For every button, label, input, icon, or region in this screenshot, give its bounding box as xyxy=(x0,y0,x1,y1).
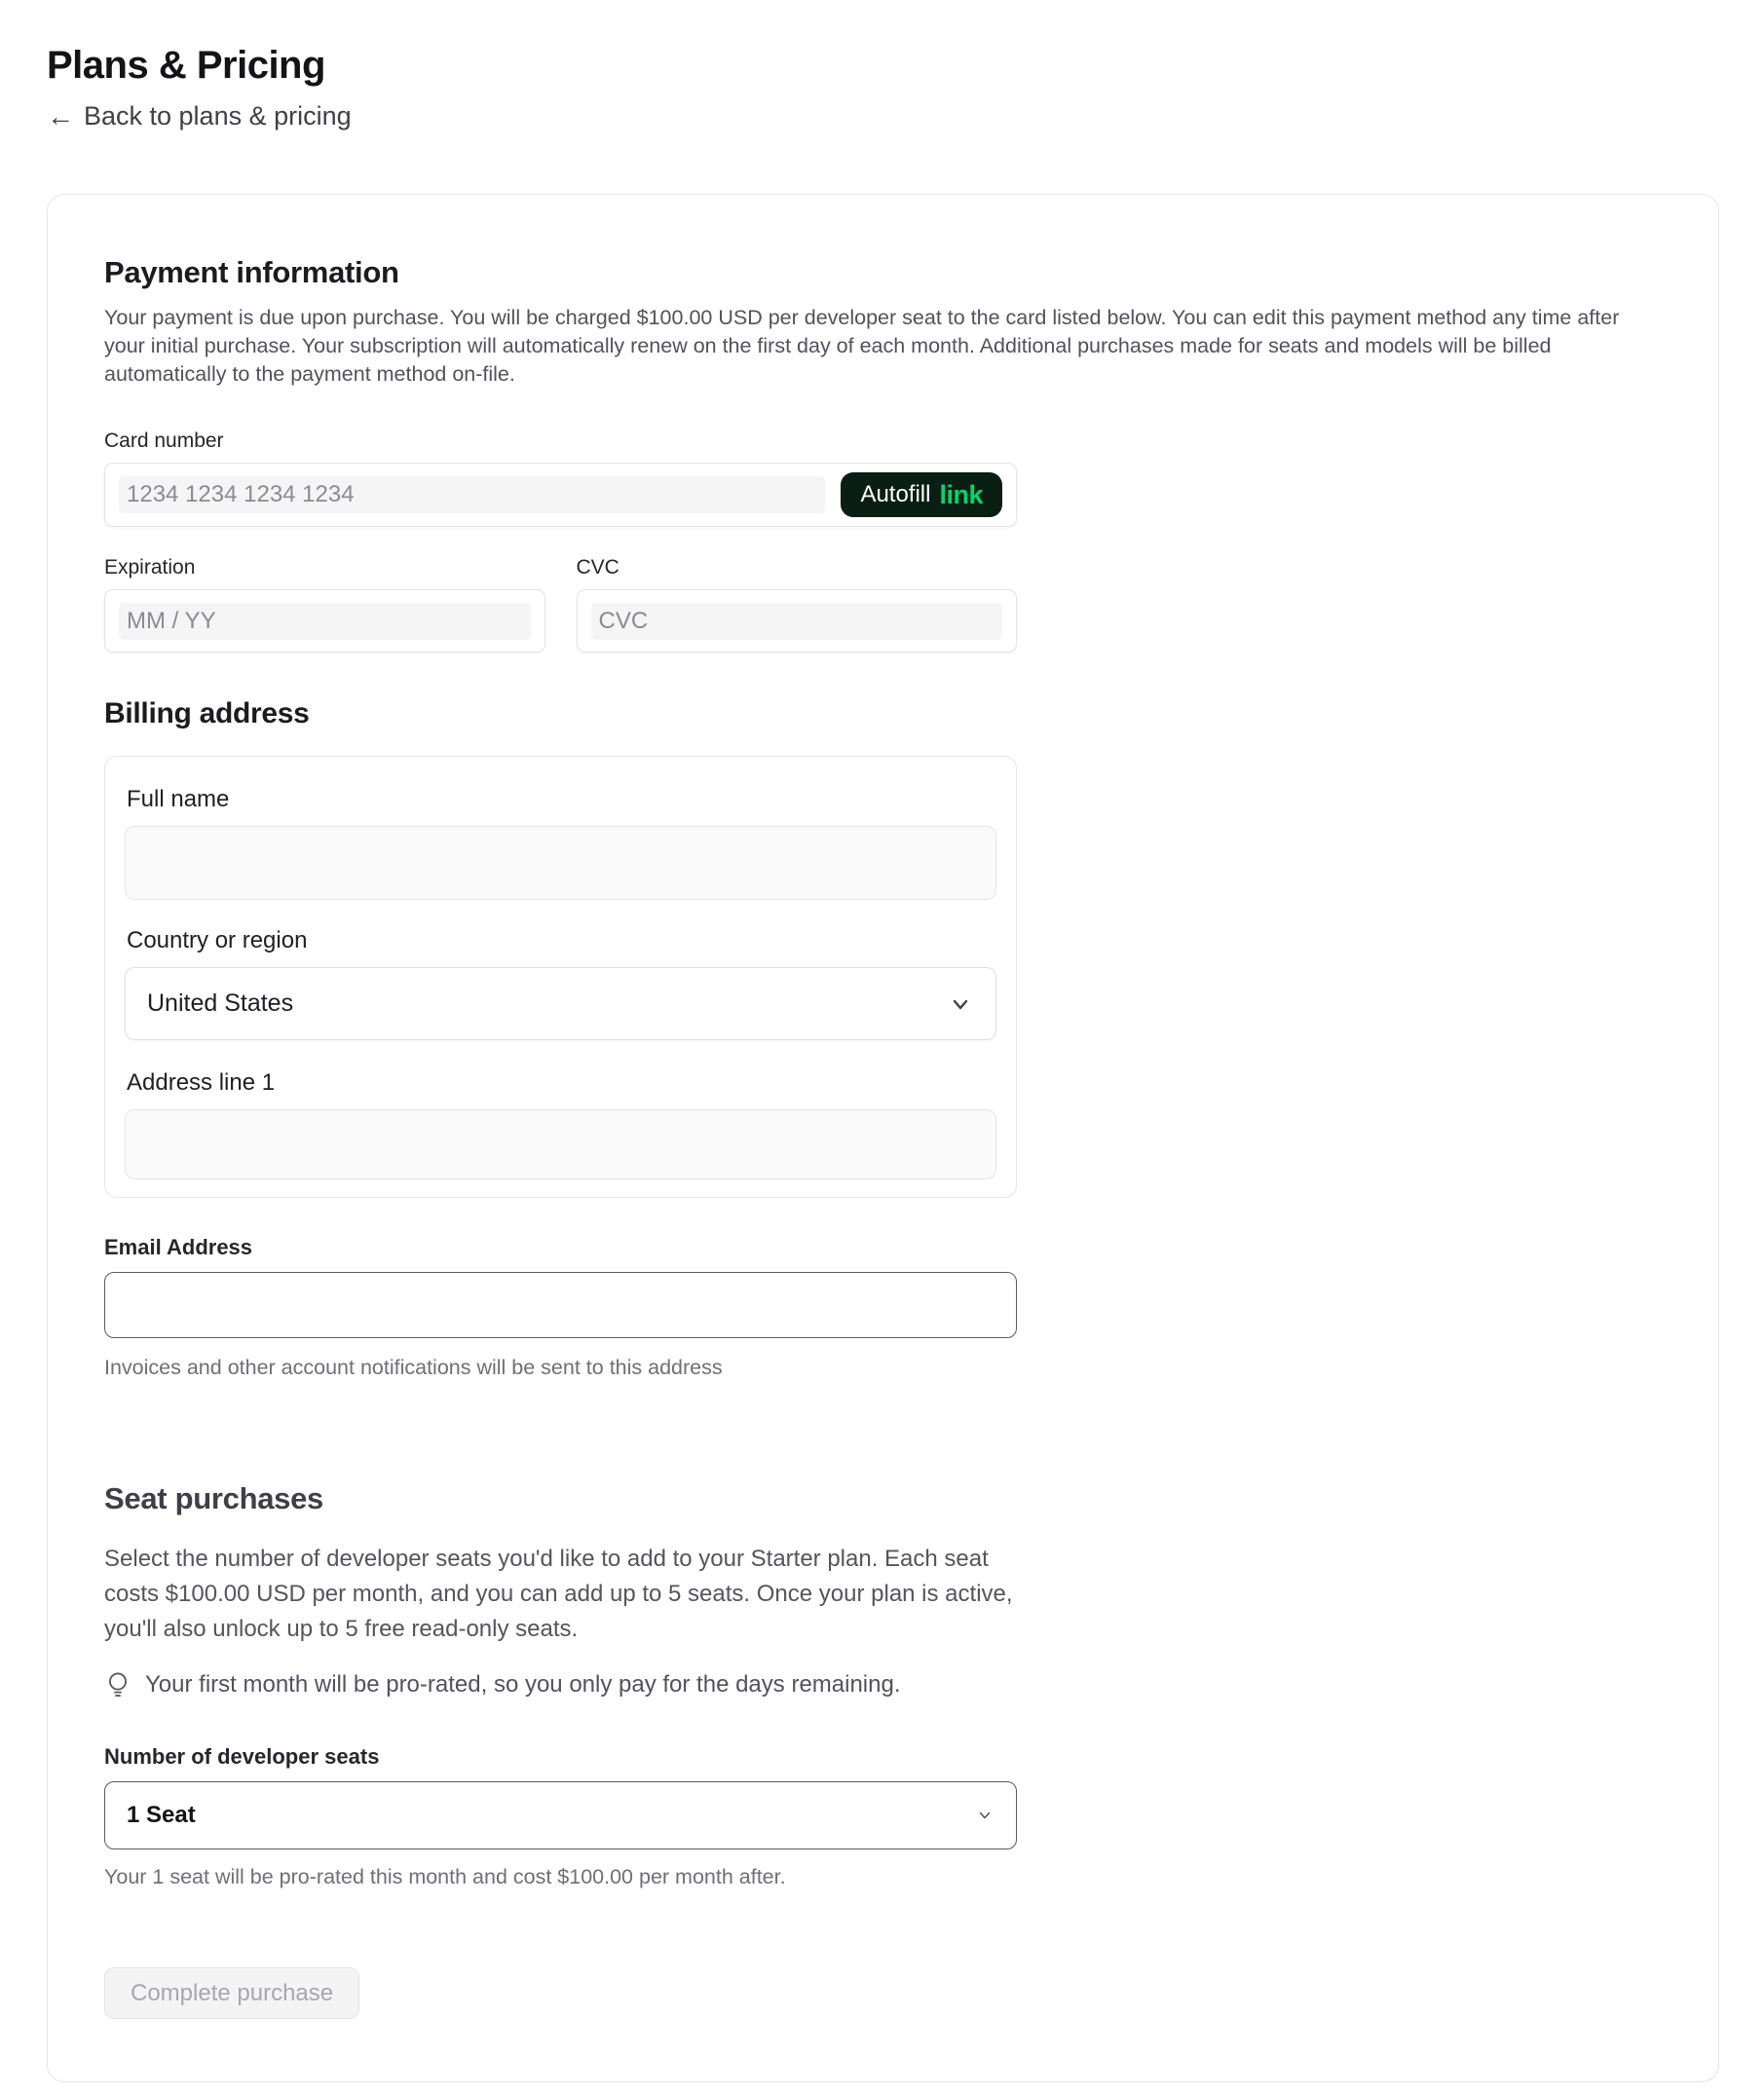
card-number-label: Card number xyxy=(104,429,224,452)
purchase-form-card xyxy=(47,194,1719,2082)
prorate-tip-text: Your first month will be pro-rated, so you only pay for the days remaining. xyxy=(145,1671,901,1698)
cvc-placeholder-text: CVC xyxy=(598,607,649,634)
cvc-field-group xyxy=(577,556,1018,653)
country-label: Country or region xyxy=(127,927,308,953)
card-number-placeholder-text: 1234 1234 1234 1234 xyxy=(127,481,355,507)
cvc-input[interactable] xyxy=(577,589,1018,653)
email-label: Email Address xyxy=(104,1235,253,1259)
cvc-label: CVC xyxy=(576,556,619,579)
expiration-input[interactable] xyxy=(104,589,545,653)
complete-purchase-button[interactable]: Complete purchase xyxy=(104,1967,359,2019)
seat-count-select[interactable] xyxy=(104,1781,1017,1849)
page-title: Plans & Pricing xyxy=(47,44,325,87)
chevron-down-icon xyxy=(947,990,974,1018)
seat-purchases-heading: Seat purchases xyxy=(104,1481,323,1515)
seat-count-field-group xyxy=(104,1744,1017,1889)
back-link-label: Back to plans & pricing xyxy=(84,101,352,131)
seat-count-value: 1 Seat xyxy=(127,1802,196,1828)
address-line1-input[interactable] xyxy=(125,1109,996,1179)
address-line1-label: Address line 1 xyxy=(127,1069,276,1096)
expiration-field-group xyxy=(104,556,545,653)
payment-description: Your payment is due upon purchase. You will be charged $100.00 USD per developer seat to the card listed below. You can edit this payment method any time after your initial purchase. Your subscription will automatically renew on the first day of each month. Additional purchases made for seats and models will be billed automatically to the payment method on-file. xyxy=(104,306,1620,386)
expiry-cvc-row xyxy=(104,556,1017,653)
billing-address-heading: Billing address xyxy=(104,697,310,729)
full-name-label: Full name xyxy=(127,786,230,812)
link-logo: link xyxy=(939,479,983,509)
card-number-field-group xyxy=(104,429,1017,527)
autofill-label: Autofill xyxy=(860,481,931,507)
card-number-input[interactable] xyxy=(104,463,1017,527)
cvc-placeholder xyxy=(591,603,1003,640)
full-name-input[interactable] xyxy=(125,826,996,900)
prorate-tip xyxy=(104,1670,1022,1699)
back-link[interactable] xyxy=(47,101,352,131)
expiration-placeholder xyxy=(119,603,531,640)
payment-information-heading: Payment information xyxy=(104,255,399,289)
seat-count-helper-text: Your 1 seat will be pro-rated this month and cost $100.00 per month after. xyxy=(104,1865,786,1888)
seat-purchases-description: Select the number of developer seats you'd like to add to your Starter plan. Each seat costs $100.00 USD per month, and you can add up to 5 seats. Once your plan is active, you'll also unlock up to 5 free read-only seats. xyxy=(104,1546,1013,1642)
seat-count-label: Number of developer seats xyxy=(104,1744,380,1769)
chevron-down-icon xyxy=(975,1806,995,1825)
email-field-group xyxy=(104,1235,1017,1380)
card-number-placeholder xyxy=(119,476,825,513)
email-input[interactable] xyxy=(104,1272,1017,1338)
back-arrow-icon: ← xyxy=(47,100,74,131)
lightbulb-icon xyxy=(104,1670,131,1699)
billing-address-box xyxy=(104,756,1017,1198)
autofill-link-button[interactable] xyxy=(841,472,1002,517)
email-helper-text: Invoices and other account notifications will be sent to this address xyxy=(104,1356,723,1379)
expiration-placeholder-text: MM / YY xyxy=(127,607,216,634)
expiration-label: Expiration xyxy=(104,556,196,579)
country-select[interactable] xyxy=(125,967,996,1040)
country-select-value: United States xyxy=(147,989,294,1017)
